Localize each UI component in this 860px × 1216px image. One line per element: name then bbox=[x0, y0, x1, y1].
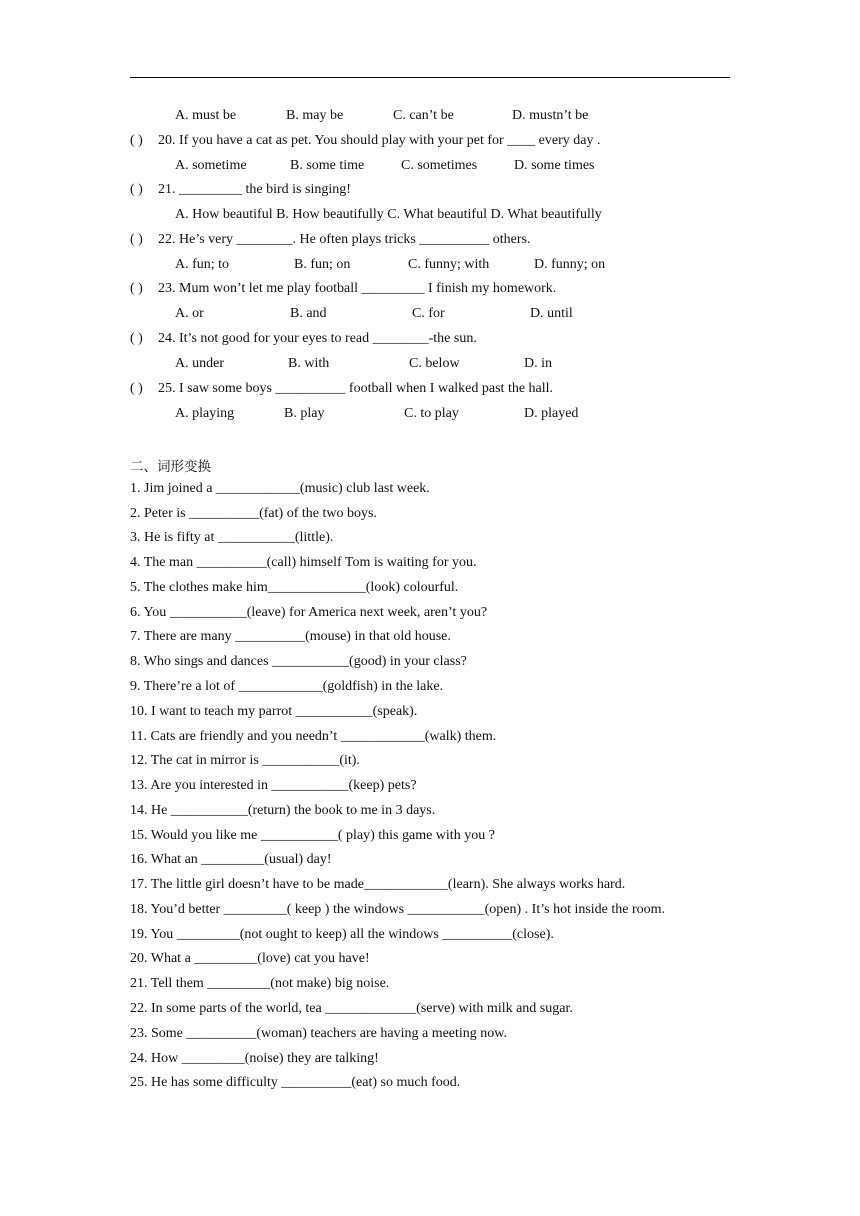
list-item: 19. You _________(not ought to keep) all the windows __________(close). bbox=[130, 927, 554, 942]
option-b: B. with bbox=[288, 356, 330, 371]
answer-paren: ( ) bbox=[130, 281, 143, 296]
option-c: C. to play bbox=[404, 406, 459, 421]
option-b: B. may be bbox=[286, 108, 344, 123]
option-a: A. playing bbox=[175, 406, 235, 421]
question-text: 21. _________ the bird is singing! bbox=[158, 182, 351, 197]
question-text: 25. I saw some boys __________ football when I walked past the hall. bbox=[158, 381, 554, 396]
option-c: C. for bbox=[412, 306, 445, 321]
option-a: A. sometime bbox=[175, 158, 247, 173]
option-c: C. sometimes bbox=[401, 158, 478, 173]
list-item: 5. The clothes make him______________(look) colourful. bbox=[130, 580, 459, 595]
list-item: 14. He ___________(return) the book to me in 3 days. bbox=[130, 803, 436, 818]
option-a: A. fun; to bbox=[175, 257, 230, 272]
answer-paren: ( ) bbox=[130, 232, 143, 247]
list-item: 12. The cat in mirror is ___________(it). bbox=[130, 753, 360, 768]
option-d: D. funny; on bbox=[534, 257, 606, 272]
list-item: 20. What a _________(love) cat you have! bbox=[130, 951, 370, 966]
option-c: C. below bbox=[409, 356, 460, 371]
list-item: 24. How _________(noise) they are talking! bbox=[130, 1051, 379, 1066]
list-item: 7. There are many __________(mouse) in that old house. bbox=[130, 629, 451, 644]
options-line: A. How beautiful B. How beautifully C. What beautiful D. What beautifully bbox=[175, 207, 602, 222]
option-b: B. and bbox=[290, 306, 327, 321]
option-d: D. some times bbox=[514, 158, 595, 173]
question-text: 24. It’s not good for your eyes to read ________-the sun. bbox=[158, 331, 477, 346]
answer-paren: ( ) bbox=[130, 182, 143, 197]
answer-paren: ( ) bbox=[130, 133, 143, 148]
option-d: D. mustn’t be bbox=[512, 108, 589, 123]
list-item: 18. You’d better _________( keep ) the windows ___________(open) . It’s hot inside the room. bbox=[130, 902, 666, 917]
question-text: 23. Mum won’t let me play football _________ I finish my homework. bbox=[158, 281, 557, 296]
option-b: B. fun; on bbox=[294, 257, 351, 272]
list-item: 10. I want to teach my parrot ___________(speak). bbox=[130, 704, 418, 719]
option-b: B. play bbox=[284, 406, 325, 421]
option-a: A. under bbox=[175, 356, 224, 371]
list-item: 21. Tell them _________(not make) big noise. bbox=[130, 976, 390, 991]
list-item: 13. Are you interested in ___________(keep) pets? bbox=[130, 778, 417, 793]
option-d: D. in bbox=[524, 356, 552, 371]
question-text: 22. He’s very ________. He often plays tricks __________ others. bbox=[158, 232, 531, 247]
list-item: 4. The man __________(call) himself Tom is waiting for you. bbox=[130, 555, 477, 570]
option-d: D. until bbox=[530, 306, 573, 321]
list-item: 25. He has some difficulty __________(eat) so much food. bbox=[130, 1075, 461, 1090]
list-item: 2. Peter is __________(fat) of the two boys. bbox=[130, 506, 377, 521]
option-a: A. or bbox=[175, 306, 204, 321]
list-item: 15. Would you like me ___________( play) this game with you ? bbox=[130, 828, 495, 843]
question-text: 20. If you have a cat as pet. You should play with your pet for ____ every day . bbox=[158, 133, 601, 148]
list-item: 3. He is fifty at ___________(little). bbox=[130, 530, 334, 545]
option-d: D. played bbox=[524, 406, 579, 421]
option-a: A. must be bbox=[175, 108, 237, 123]
list-item: 11. Cats are friendly and you needn’t ____________(walk) them. bbox=[130, 729, 497, 744]
list-item: 9. There’re a lot of ____________(goldfish) in the lake. bbox=[130, 679, 444, 694]
header-rule bbox=[130, 77, 730, 78]
answer-paren: ( ) bbox=[130, 381, 143, 396]
option-c: C. can’t be bbox=[393, 108, 454, 123]
answer-paren: ( ) bbox=[130, 331, 143, 346]
option-b: B. some time bbox=[290, 158, 365, 173]
list-item: 8. Who sings and dances ___________(good) in your class? bbox=[130, 654, 467, 669]
list-item: 17. The little girl doesn’t have to be made____________(learn). She always works hard. bbox=[130, 877, 626, 892]
list-item: 1. Jim joined a ____________(music) club last week. bbox=[130, 481, 430, 496]
list-item: 22. In some parts of the world, tea _____________(serve) with milk and sugar. bbox=[130, 1001, 573, 1016]
option-c: C. funny; with bbox=[408, 257, 490, 272]
list-item: 23. Some __________(woman) teachers are having a meeting now. bbox=[130, 1026, 507, 1041]
list-item: 16. What an _________(usual) day! bbox=[130, 852, 332, 867]
section-title: 二、词形变换 bbox=[130, 459, 211, 475]
list-item: 6. You ___________(leave) for America next week, aren’t you? bbox=[130, 605, 488, 620]
